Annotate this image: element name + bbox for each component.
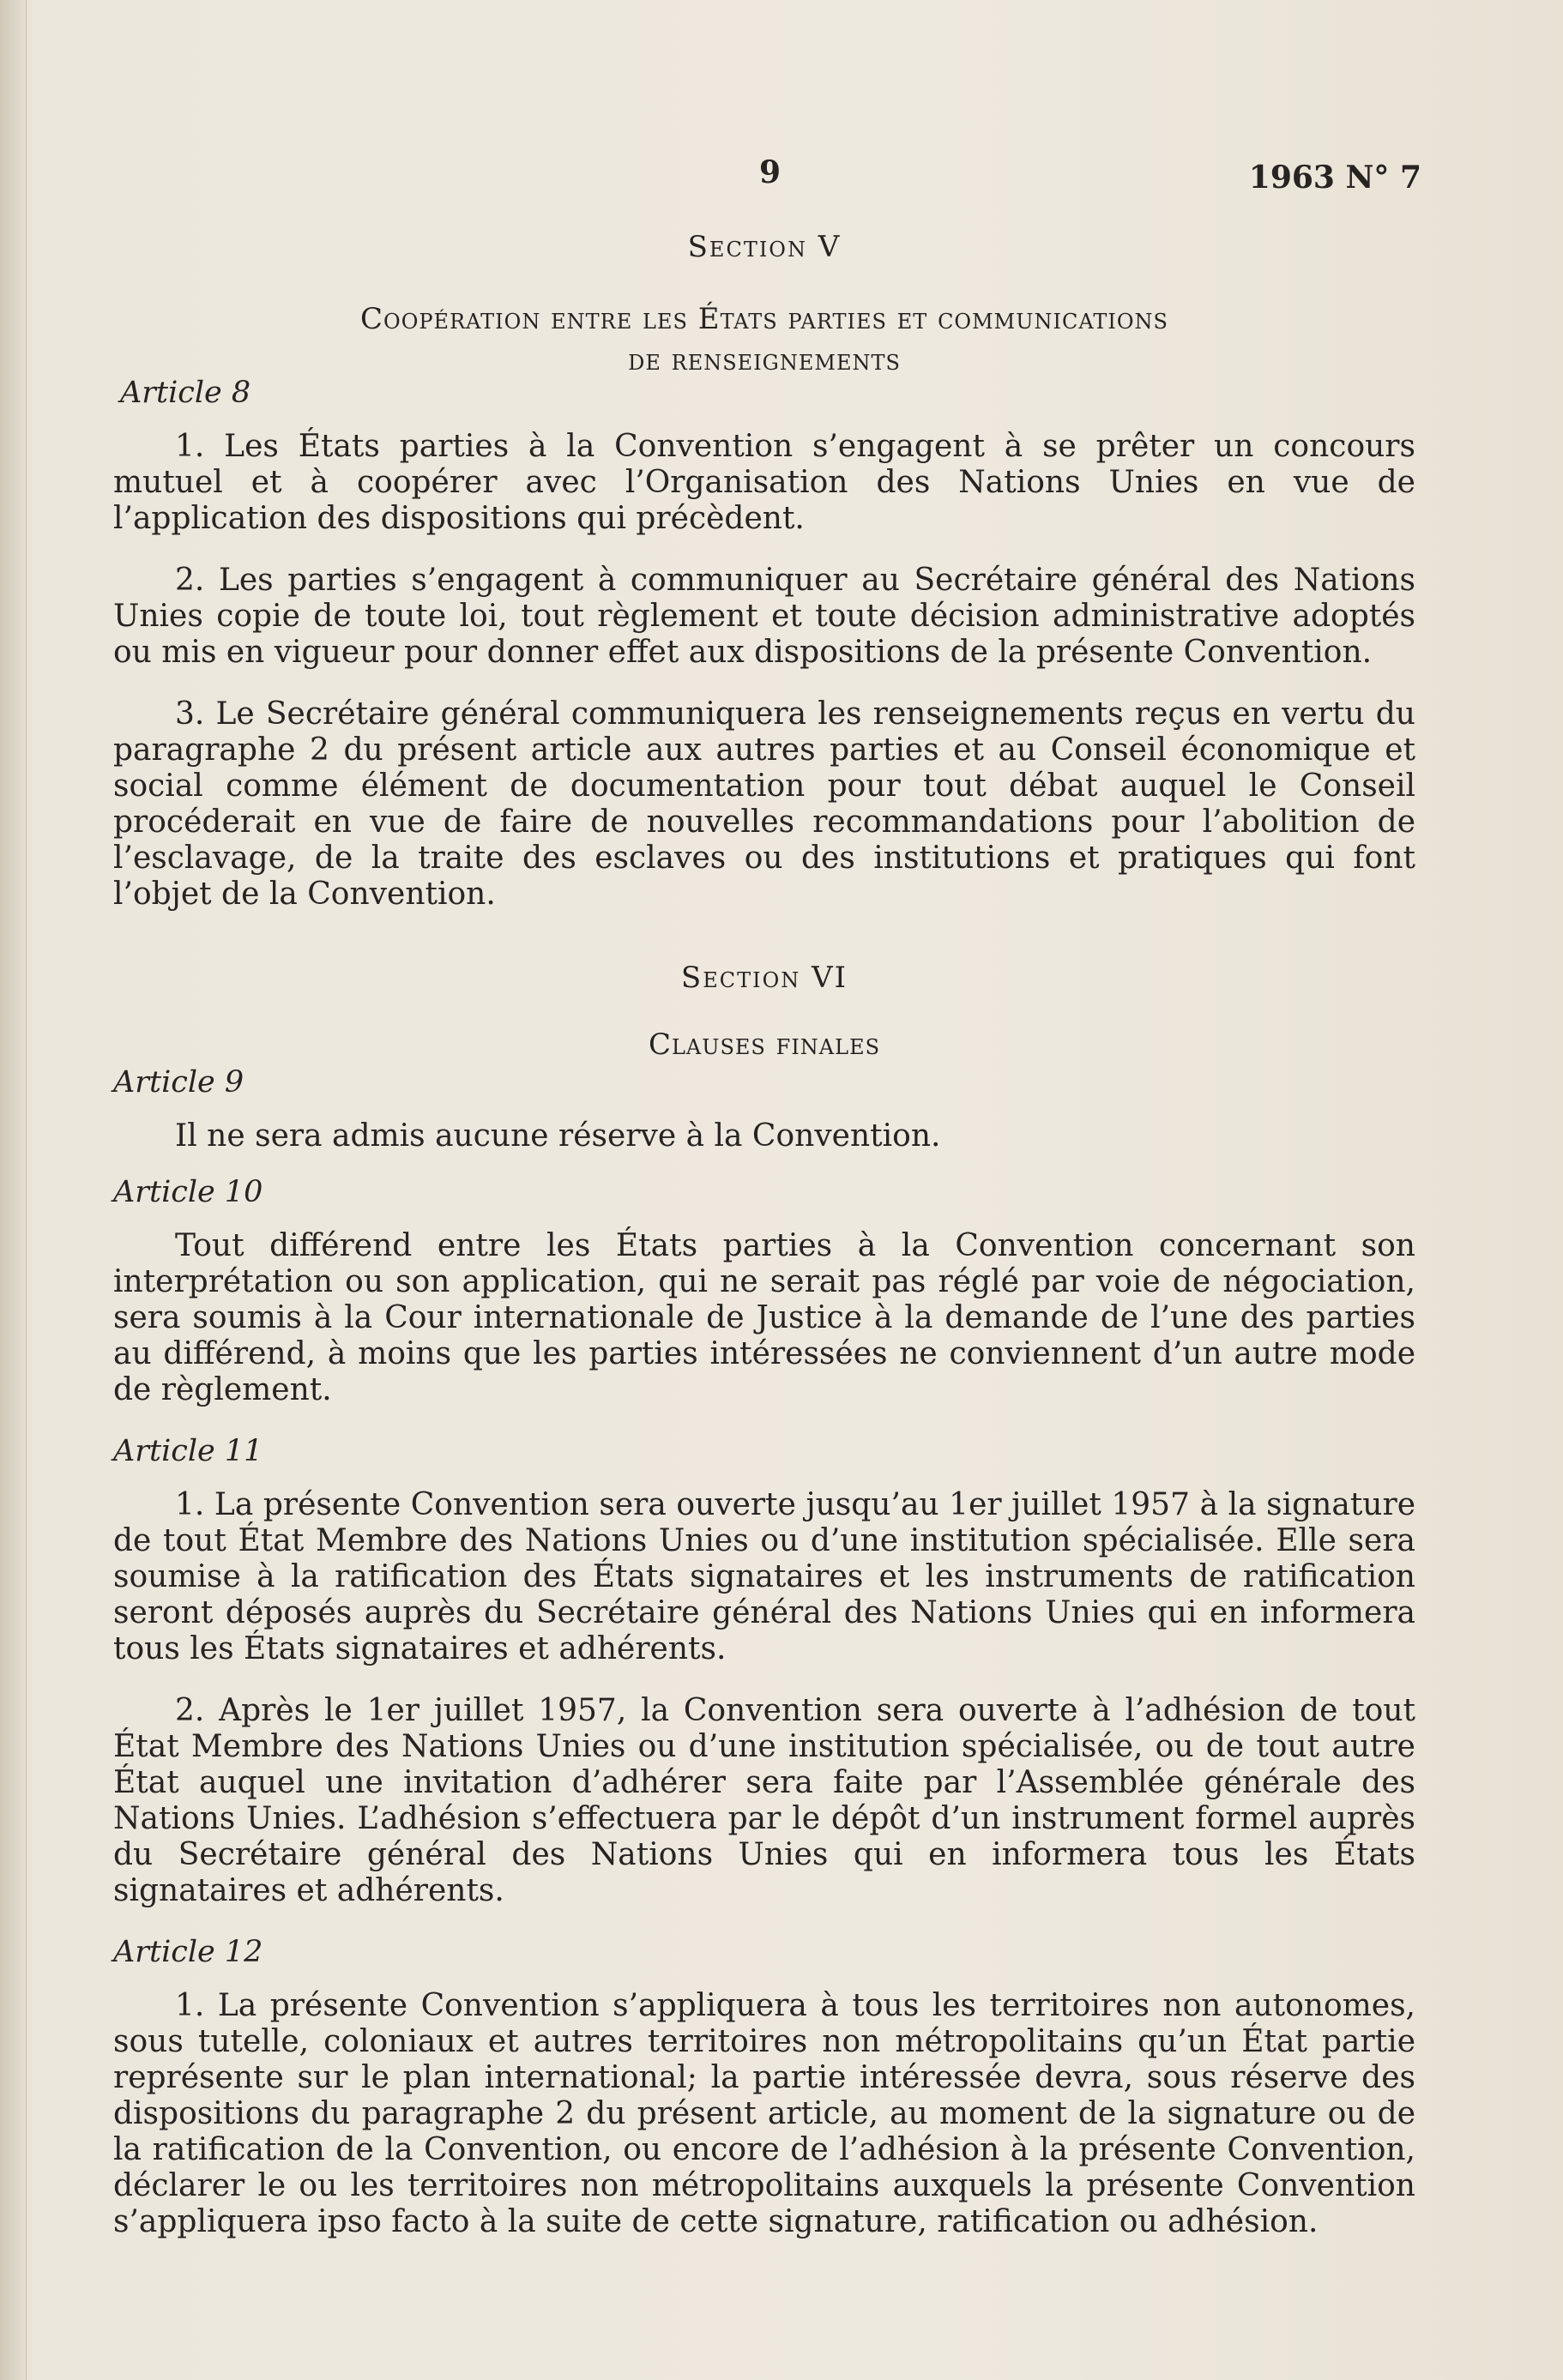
article-9 xyxy=(113,1065,1415,1154)
article-paragraph: 1. La présente Convention s’appliquera à tous les territoires non autonomes, sous tutelle, coloniaux et autres territoires non métropolitains qu’un État partie représente sur le plan international; la partie intéressée devra, sous réserve des dispositions du paragraphe 2 du présent article, au moment de la signature ou de la ratification de la Convention, ou encore de l’adhésion à la présente Convention, déclarer le ou les territoires non métropolitains auxquels la présente Convention s’appliquera ipso facto à la suite de cette signature, ratification ou adhésion. xyxy=(113,1988,1415,2239)
section-label: Section V xyxy=(687,230,842,264)
article-heading: Article 10 xyxy=(113,1175,263,1209)
section-vi xyxy=(113,961,1415,1065)
section-label: Section VI xyxy=(680,961,848,995)
page-number: 9 xyxy=(759,154,782,190)
article-11 xyxy=(113,1434,1415,1909)
article-paragraph: 1. La présente Convention sera ouverte jusqu’au 1er juillet 1957 à la signature de tout État Membre des Nations Unies ou d’une institution spécialisée. Elle sera soumise à la ratification des États signataires et les instruments de ratification seront déposés auprès du Secrétaire général des Nations Unies qui en informera tous les États signataires et adhérents. xyxy=(113,1487,1415,1666)
section-v xyxy=(113,230,1415,381)
article-8 xyxy=(113,376,1415,913)
page-binding-edge xyxy=(0,0,27,2380)
page-header xyxy=(0,154,1563,206)
section-title: Coopération entre les États parties et communications xyxy=(360,302,1168,336)
article-heading: Article 11 xyxy=(113,1434,263,1468)
article-heading: Article 8 xyxy=(120,376,251,410)
article-heading: Article 12 xyxy=(113,1935,263,1969)
article-paragraph: 2. Les parties s’engagent à communiquer au Secrétaire général des Nations Unies copie de toute loi, tout règlement et toute décision administrative adoptés ou mis en vigueur pour donner effet aux dispositions de la présente Convention. xyxy=(113,563,1415,670)
journal-reference: 1963 N° 7 xyxy=(1248,160,1421,196)
article-paragraph: Il ne sera admis aucune réserve à la Convention. xyxy=(175,1118,941,1154)
section-title: Clauses finales xyxy=(648,1027,881,1062)
section-title-continued: de renseignements xyxy=(628,343,901,377)
document-body xyxy=(113,230,1415,2266)
article-10 xyxy=(113,1175,1415,1408)
article-paragraph: 1. Les États parties à la Convention s’engagent à se prêter un concours mutuel et à coopérer avec l’Organisation des Nations Unies en vue de l’application des dispositions qui précèdent. xyxy=(113,429,1415,536)
article-12 xyxy=(113,1935,1415,2240)
article-heading: Article 9 xyxy=(113,1065,244,1100)
article-paragraph: 3. Le Secrétaire général communiquera les renseignements reçus en vertu du paragraphe 2 du présent article aux autres parties et au Conseil économique et social comme élément de documentation pour tout débat auquel le Conseil procéderait en vue de faire de nouvelles recommandations pour l’abolition de l’esclavage, de la traite des esclaves ou des institutions et pratiques qui font l’objet de la Convention. xyxy=(113,696,1415,912)
article-paragraph: 2. Après le 1er juillet 1957, la Convention sera ouverte à l’adhésion de tout État Membre des Nations Unies ou d’une institution spécialisée, ou de tout autre État auquel une invitation d’adhérer sera faite par l’Assemblée générale des Nations Unies. L’adhésion s’effectuera par le dépôt d’un instrument formel auprès du Secrétaire général des Nations Unies qui en informera tous les États signataires et adhérents. xyxy=(113,1693,1415,1908)
article-paragraph: Tout différend entre les États parties à la Convention concernant son interprétation ou son application, qui ne serait pas réglé par voie de négociation, sera soumis à la Cour internationale de Justice à la demande de l’une des parties au différend, à moins que les parties intéressées ne conviennent d’un autre mode de règlement. xyxy=(113,1228,1415,1407)
